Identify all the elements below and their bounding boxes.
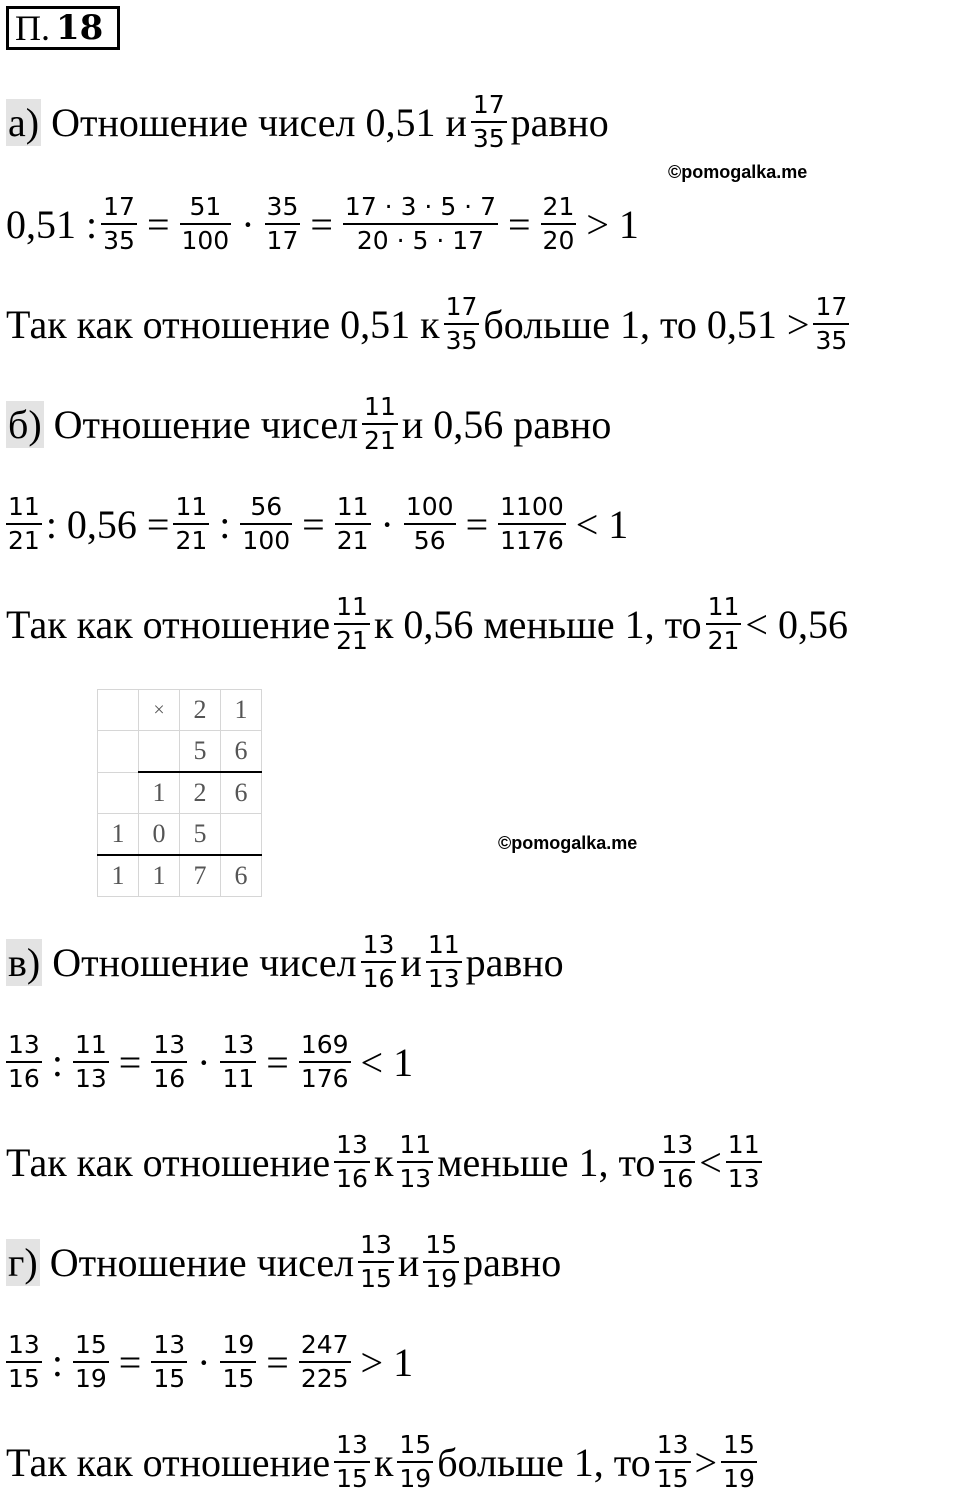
fraction: $\frac{11}{13}$ <box>74 1029 107 1093</box>
fraction: $\frac{13}{15}$ <box>153 1329 186 1393</box>
part-c-label: в) <box>8 939 41 985</box>
problem-number-box <box>6 6 120 50</box>
part-c-conclusion: Так как отношение $\frac{13}{16}$ к $\frac{11}{13}$ меньше 1, то $\frac{13}{16}$ < $\frac{11}{13}$ <box>6 1129 760 1193</box>
fraction: $\frac{56}{100}$ <box>242 491 291 555</box>
part-b-statement: б) Отношение чисел $\frac{11}{21}$ и 0,56 равно <box>8 391 612 455</box>
fraction: $\frac{13}{15}$ <box>360 1229 392 1293</box>
fraction: $\frac{17}{35}$ <box>445 291 478 355</box>
fraction: $\frac{13}{16}$ <box>661 1129 694 1193</box>
fraction: $\frac{51}{100}$ <box>181 191 230 255</box>
part-b-calculation: $\frac{11}{21}$ : 0,56 = $\frac{11}{21}$ : $\frac{56}{100}$ = $\frac{11}{21}$ · $\frac{100}{56}$ = $\frac{1100}{1176}$ < 1 <box>8 491 629 555</box>
fraction: $\frac{13}{16}$ <box>8 1029 40 1093</box>
fraction: $\frac{11}{21}$ <box>175 491 208 555</box>
part-a-statement <box>6 74 609 170</box>
fraction: $\frac{13}{11}$ <box>222 1029 255 1093</box>
fraction: $\frac{11}{21}$ <box>364 391 396 455</box>
fraction: $\frac{11}{21}$ <box>336 491 369 555</box>
part-d-statement: г) Отношение чисел $\frac{13}{15}$ и $\frac{15}{19}$ равно <box>8 1229 562 1293</box>
fraction: $\frac{11}{13}$ <box>427 929 460 993</box>
problem-prefix: П. <box>15 8 50 48</box>
part-c-calculation: $\frac{13}{16}$ : $\frac{11}{13}$ = $\frac{13}{16}$ · $\frac{13}{11}$ = $\frac{169}{176}$ < 1 <box>8 1029 414 1093</box>
fraction: $\frac{169}{176}$ <box>300 1029 349 1093</box>
fraction: $\frac{11}{21}$ <box>336 591 368 655</box>
part-d-conclusion: Так как отношение $\frac{13}{15}$ к $\frac{15}{19}$ больше 1, то $\frac{13}{15}$ > $\frac{15}{19}$ <box>6 1429 755 1493</box>
part-a-calculation: 0,51 : $\frac{17}{35}$ = $\frac{51}{100}$ · $\frac{35}{17}$ = $\frac{17 \cdot 3 \cdot 5 \cdot 7}{20 \cdot 5 \cdot 17}$ = $\frac{21}{20}$ > 1 <box>6 191 639 255</box>
fraction: $\frac{15}{19}$ <box>723 1429 755 1493</box>
part-b-label: б) <box>8 401 42 447</box>
fraction: $\frac{100}{56}$ <box>405 491 454 555</box>
statement-text: Отношение чисел 0,51 и <box>51 99 467 145</box>
fraction: $\frac{1100}{1176}$ <box>500 491 564 555</box>
fraction: $\frac{13}{15}$ <box>656 1429 689 1493</box>
fraction: $\frac{13}{15}$ <box>8 1329 40 1393</box>
fraction: $\frac{11}{21}$ <box>707 591 740 655</box>
fraction: $\frac{21}{20}$ <box>542 191 575 255</box>
column-multiplication: × 2 1 5 6 1 2 6 1 0 5 1 1 7 6 <box>97 689 262 897</box>
fraction: $\frac{13}{16}$ <box>362 929 395 993</box>
fraction: $\frac{13}{16}$ <box>336 1129 368 1193</box>
part-a-conclusion: Так как отношение 0,51 к $\frac{17}{35}$ больше 1, то 0,51 > $\frac{17}{35}$ <box>6 291 848 355</box>
part-b-conclusion: Так как отношение $\frac{11}{21}$ к 0,56 меньше 1, то $\frac{11}{21}$ < 0,56 <box>6 591 848 655</box>
fraction: $\frac{11}{13}$ <box>399 1129 432 1193</box>
fraction: $\frac{17}{35}$ <box>815 291 848 355</box>
fraction: $\frac{11}{13}$ <box>727 1129 760 1193</box>
fraction: $\frac{35}{17}$ <box>266 191 299 255</box>
part-d-calculation: $\frac{13}{15}$ : $\frac{15}{19}$ = $\frac{13}{15}$ · $\frac{19}{15}$ = $\frac{247}{225}$ > 1 <box>8 1329 414 1393</box>
watermark: ©pomogalka.me <box>498 833 638 853</box>
problem-number: 18 <box>56 8 104 48</box>
fraction: $\frac{19}{15}$ <box>222 1329 255 1393</box>
fraction: $\frac{17}{35}$ <box>472 89 505 153</box>
fraction: $\frac{15}{19}$ <box>74 1329 107 1393</box>
statement-text: равно <box>510 99 609 145</box>
part-c-statement: в) Отношение чисел $\frac{13}{16}$ и $\frac{11}{13}$ равно <box>8 929 564 993</box>
fraction: $\frac{15}{19}$ <box>399 1429 432 1493</box>
part-a-label: а) <box>8 99 40 145</box>
watermark: ©pomogalka.me <box>668 162 808 182</box>
fraction: $\frac{13}{16}$ <box>153 1029 186 1093</box>
fraction: $\frac{17 \cdot 3 \cdot 5 \cdot 7}{20 \cdot 5 \cdot 17}$ <box>344 191 496 255</box>
fraction: $\frac{247}{225}$ <box>300 1329 349 1393</box>
part-d-label: г) <box>8 1239 38 1285</box>
fraction: $\frac{13}{15}$ <box>336 1429 368 1493</box>
fraction: $\frac{17}{35}$ <box>103 191 135 255</box>
fraction: $\frac{15}{19}$ <box>425 1229 458 1293</box>
fraction: $\frac{11}{21}$ <box>8 491 40 555</box>
